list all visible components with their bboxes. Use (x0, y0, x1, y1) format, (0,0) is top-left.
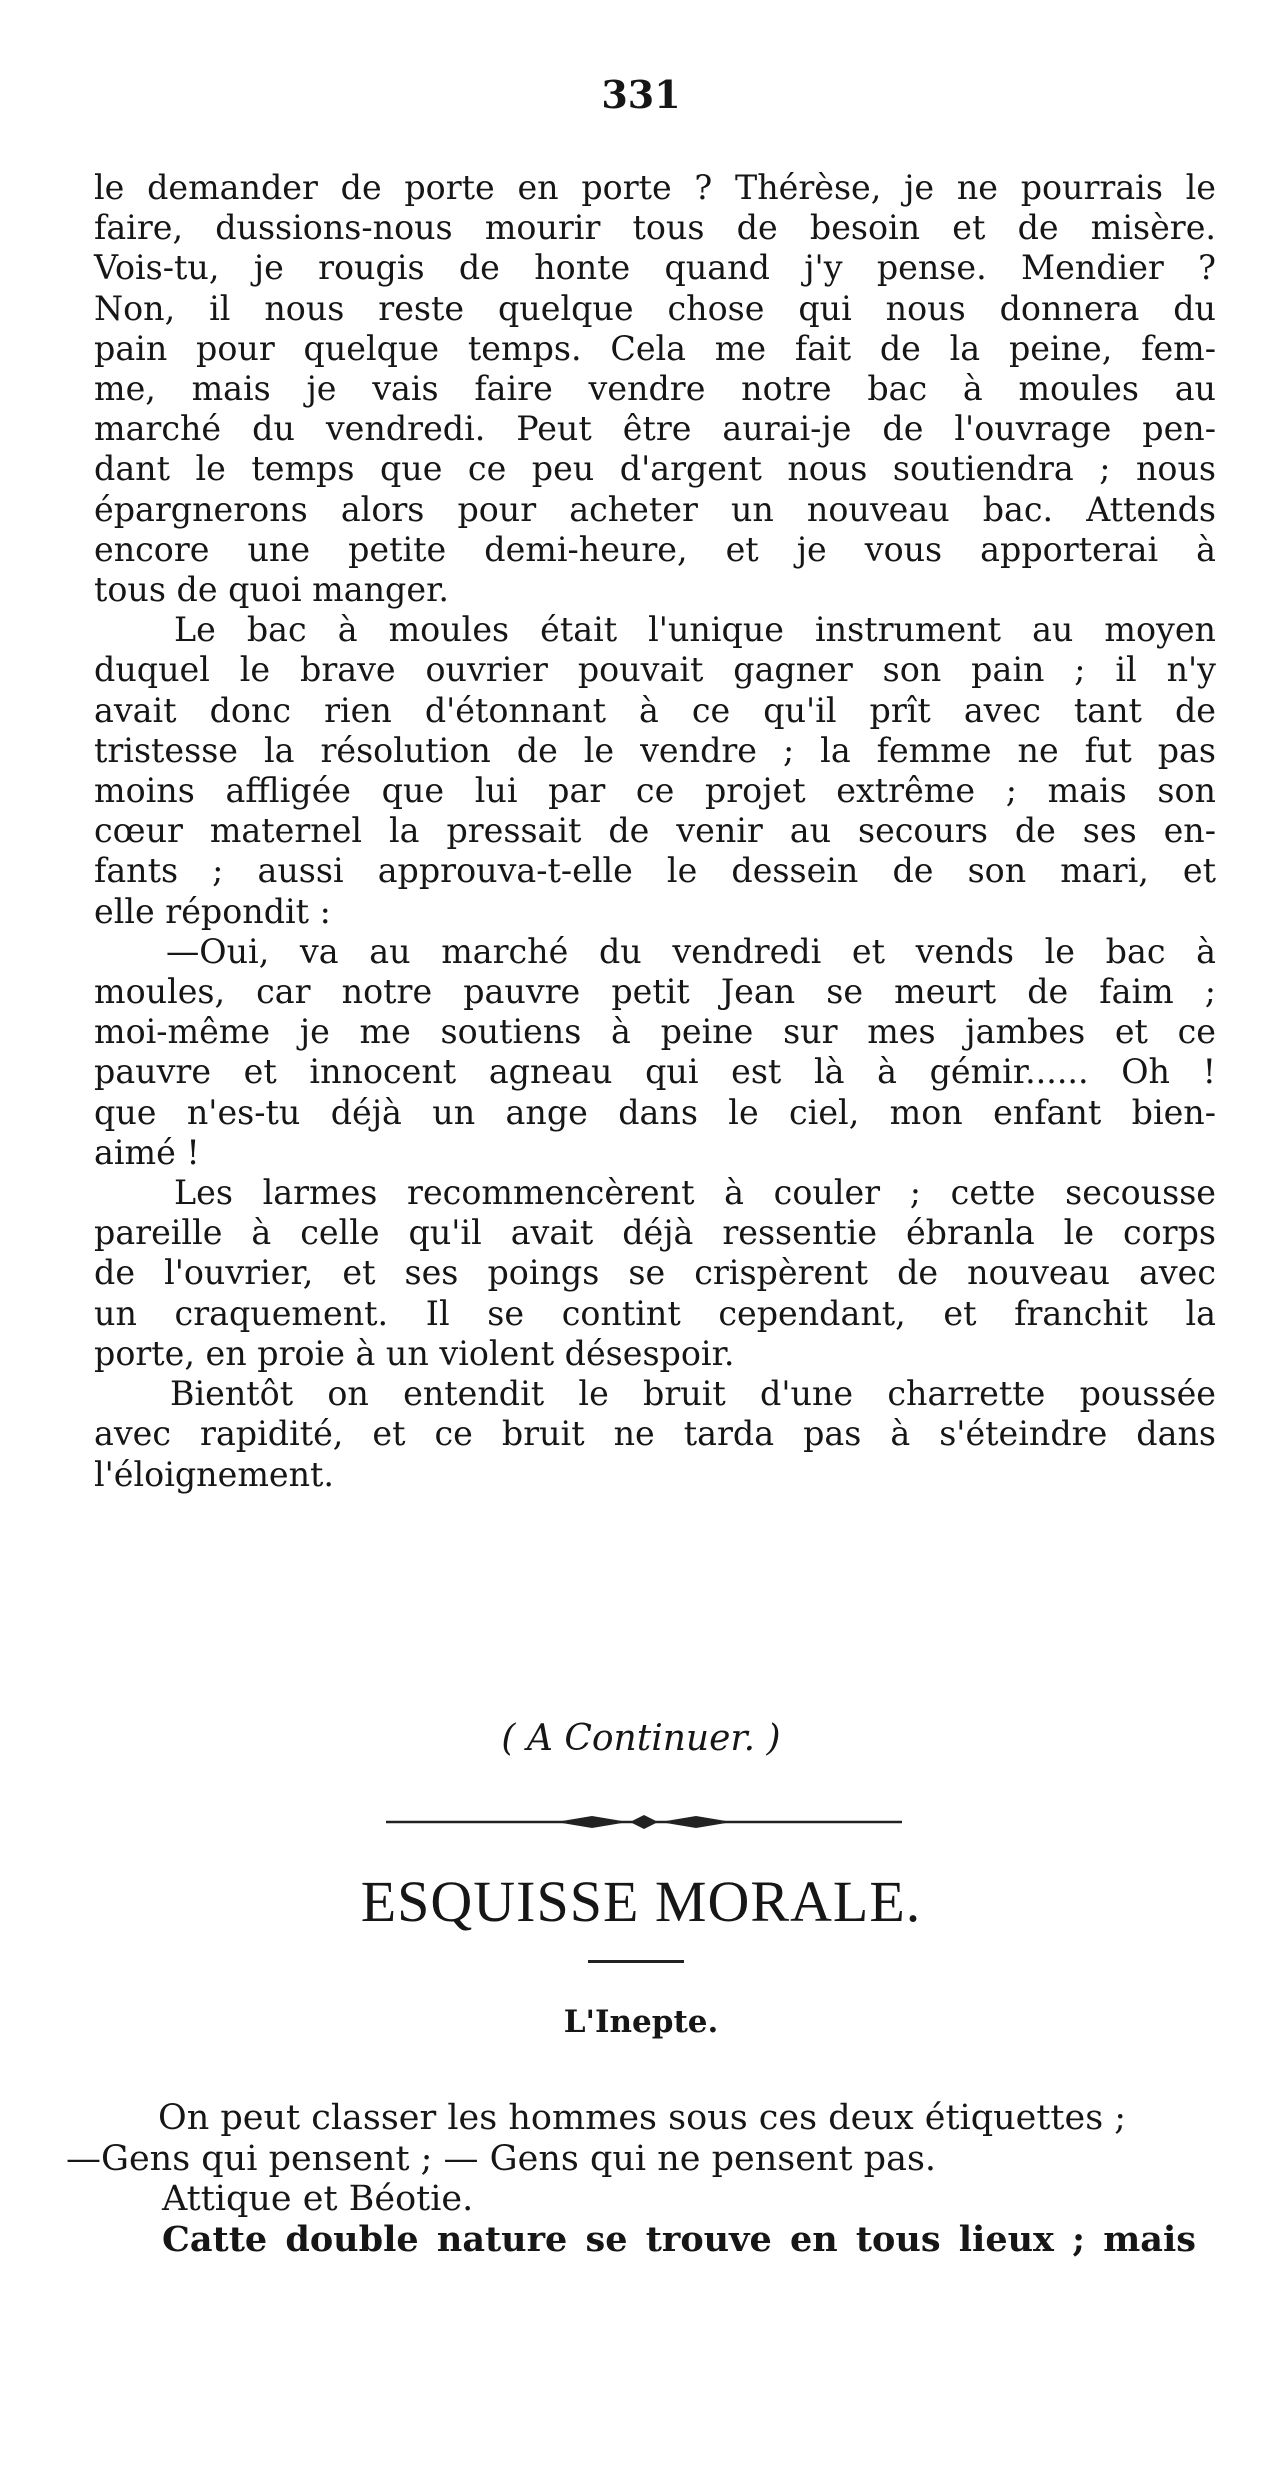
title-underline (588, 1960, 684, 1963)
text-line: que n'es-tu déjà un ange dans le ciel, mon enfant bien- (94, 1092, 1216, 1132)
text-line: avec rapidité, et ce bruit ne tarda pas à s'éteindre dans (94, 1414, 1216, 1454)
text-line: fants ; aussi approuva-t-elle le dessein de son mari, et (94, 851, 1216, 891)
section-title: ESQUISSE MORALE. (360, 1869, 922, 1934)
text-line: Catte double nature se trouve en tous lieux ; mais (162, 2218, 1196, 2260)
text-line: le demander de porte en porte ? Thérèse, je ne pourrais le (94, 168, 1216, 207)
text-line: cœur maternel la pressait de venir au secours de ses en- (94, 811, 1216, 851)
text-line: porte, en proie à un violent désespoir. (94, 1333, 735, 1373)
text-line: encore une petite demi-heure, et je vous apporterai à (94, 529, 1216, 569)
continuation-note: ( A Continuer. ) (501, 1718, 781, 1759)
text-line: Attique et Béotie. (162, 2179, 474, 2219)
page-number: 331 (601, 72, 681, 117)
section-text (66, 2098, 1196, 2260)
text-line: —Gens qui pensent ; — Gens qui ne pensent pas. (66, 2138, 937, 2179)
text-line: Bientôt on entendit le bruit d'une charrette poussée (170, 1374, 1216, 1414)
text-line: l'éloignement. (94, 1454, 335, 1494)
text-line: avait donc rien d'étonnant à ce qu'il prît avec tant de (94, 690, 1216, 730)
text-line: moi-même je me soutiens à peine sur mes jambes et ce (94, 1012, 1216, 1052)
text-line: marché du vendredi. Peut être aurai-je de l'ouvrage pen- (94, 409, 1216, 449)
text-line: tristesse la résolution de le vendre ; la femme ne fut pas (94, 730, 1216, 770)
section-subtitle: L'Inepte. (563, 2004, 719, 2040)
text-line: de l'ouvrier, et ses poings se crispèrent de nouveau avec (94, 1253, 1216, 1293)
text-line: faire, dussions-nous mourir tous de besoin et de misère. (94, 208, 1216, 248)
story-text (94, 168, 1216, 1495)
text-line: pareille à celle qu'il avait déjà ressentie ébranla le corps (94, 1213, 1216, 1253)
text-line: dant le temps que ce peu d'argent nous soutiendra ; nous (94, 449, 1216, 489)
text-line: moules, car notre pauvre petit Jean se meurt de faim ; (94, 972, 1216, 1012)
text-line: Les larmes recommencèrent à couler ; cette secousse (174, 1173, 1216, 1213)
text-line: Non, il nous reste quelque chose qui nous donnera du (94, 288, 1216, 328)
text-line: Le bac à moules était l'unique instrument au moyen (174, 610, 1216, 650)
text-line: —Oui, va au marché du vendredi et vends le bac à (166, 931, 1216, 971)
ornamental-divider (386, 1812, 902, 1832)
text-line: un craquement. Il se contint cependant, et franchit la (94, 1293, 1216, 1333)
text-line: pauvre et innocent agneau qui est là à gémir...... Oh ! (94, 1052, 1216, 1092)
text-line: tous de quoi manger. (94, 570, 449, 610)
text-line: On peut classer les hommes sous ces deux étiquettes ; (158, 2098, 1127, 2138)
text-line: duquel le brave ouvrier pouvait gagner son pain ; il n'y (94, 650, 1216, 690)
text-line: Vois-tu, je rougis de honte quand j'y pense. Mendier ? (94, 248, 1216, 288)
text-line: pain pour quelque temps. Cela me fait de la peine, fem- (94, 328, 1216, 368)
text-line: elle répondit : (94, 891, 331, 931)
text-line: me, mais je vais faire vendre notre bac à moules au (94, 369, 1216, 409)
text-line: aimé ! (94, 1132, 200, 1172)
text-line: moins affligée que lui par ce projet extrême ; mais son (94, 771, 1216, 811)
text-line: épargnerons alors pour acheter un nouveau bac. Attends (94, 489, 1216, 529)
